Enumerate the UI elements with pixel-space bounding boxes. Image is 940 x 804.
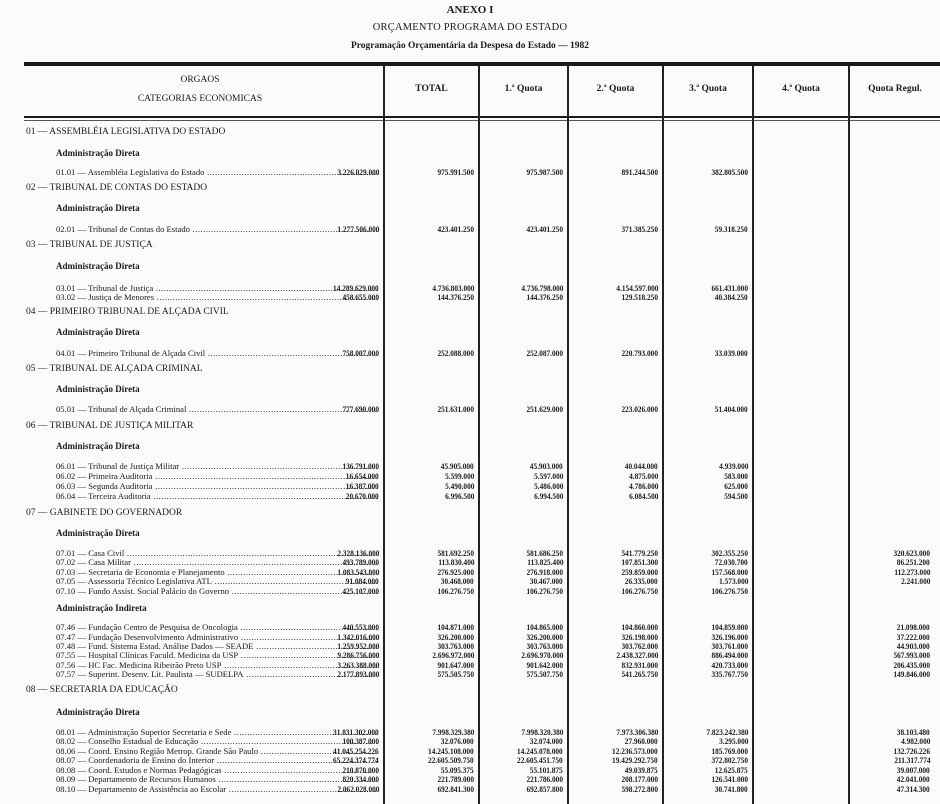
row-label: 06.04 — Terceira Auditoria ..... [56, 491, 378, 501]
value-cell: 975.987.500 [526, 167, 563, 177]
value-cell: 303.762.000 [621, 641, 658, 651]
value-cell: 4.786.000 [628, 481, 658, 491]
value-cell: 104.871.000 [437, 622, 474, 632]
value-cell: 185.769.000 [711, 746, 748, 756]
value-cell: 4.939.000 [718, 461, 748, 471]
row-label: 08.08 — Coord. Estudos e Normas Pedagógicas ..... [56, 765, 378, 775]
value-cell: 106.276.750 [711, 586, 748, 596]
value-cell: 303.763.000 [526, 641, 563, 651]
table-row [0, 576, 940, 586]
value-cell: 2.062.028.000 [336, 784, 379, 794]
row-label: 03.01 — Tribunal de Justiça ..... [56, 283, 378, 293]
value-cell: 9.286.756.000 [336, 650, 379, 660]
value-cell: 112.273.000 [893, 567, 930, 577]
value-cell: 33.039.000 [715, 348, 748, 358]
value-cell: 32.076.000 [441, 736, 474, 746]
value-cell: 47.314.300 [897, 784, 930, 794]
value-cell: 541.265.750 [621, 669, 658, 679]
row-label: 07.55 — Hospital Clínicas Faculd. Medicina da USP ..... [56, 650, 378, 660]
value-cell: 30.467.000 [530, 576, 563, 586]
value-cell: 12.625.875 [715, 765, 748, 775]
value-cell: 326.198.000 [621, 632, 658, 642]
section-title: 07 — GABINETE DO GOVERNADOR [26, 508, 183, 518]
table-row [0, 461, 940, 471]
row-label: 08.10 — Departamento de Assistência ao Escolar ..... [56, 784, 378, 794]
group-label: Administração Direta [56, 327, 140, 337]
value-cell: 14.289.629.000 [333, 283, 379, 293]
value-cell: 493.789.000 [342, 557, 379, 567]
value-cell: 42.041.000 [897, 774, 930, 784]
value-cell: 21.098.000 [897, 622, 930, 632]
value-cell: 252.087.000 [526, 348, 563, 358]
value-cell: 7.823.242.380 [705, 727, 748, 737]
table-row [0, 491, 940, 501]
value-cell: 335.767.750 [711, 669, 748, 679]
value-cell: 371.385.250 [621, 224, 658, 234]
section-title: 02 — TRIBUNAL DE CONTAS DO ESTADO [26, 183, 208, 193]
value-cell: 22.605.451.750 [517, 755, 563, 765]
value-cell: 2.241.000 [900, 576, 930, 586]
row-label: 07.01 — Casa Civil ..... [56, 548, 378, 558]
table-row [0, 622, 940, 632]
header-quota-4: 4.ª Quota [782, 84, 820, 94]
value-cell: 252.088.000 [437, 348, 474, 358]
value-cell: 440.553.000 [342, 622, 379, 632]
value-cell: 7.973.306.380 [615, 727, 658, 737]
header-quota-1: 1.ª Quota [504, 84, 543, 94]
value-cell: 44.903.000 [897, 641, 930, 651]
value-cell: 113.830.400 [437, 557, 474, 567]
header-top-rule [24, 62, 940, 66]
value-cell: 6.994.500 [533, 491, 563, 501]
group-label: Administração Direta [56, 384, 140, 394]
row-label: 05.01 — Tribunal de Alçada Criminal ..... [56, 404, 378, 414]
value-cell: 126.541.000 [711, 774, 748, 784]
value-cell: 1.259.952.000 [336, 641, 379, 651]
table-row [0, 784, 940, 794]
value-cell: 14.245.108.000 [428, 746, 474, 756]
value-cell: 41.045.254.226 [333, 746, 379, 756]
value-cell: 32.074.000 [530, 736, 563, 746]
value-cell: 129.518.250 [621, 292, 658, 302]
value-cell: 975.991.500 [437, 167, 474, 177]
header-quota-3: 3.ª Quota [689, 84, 727, 94]
value-cell: 22.605.509.750 [428, 755, 474, 765]
row-label: 07.48 — Fund. Sistema Estad. Análise Dados — SEADE ..... [56, 641, 378, 651]
section-title: 08 — SECRETARIA DA EDUCAÇÃO [26, 685, 178, 695]
value-cell: 259.859.000 [621, 567, 658, 577]
value-cell: 104.860.000 [621, 622, 658, 632]
table-row [0, 736, 940, 746]
value-cell: 208.177.000 [621, 774, 658, 784]
value-cell: 104.859.000 [711, 622, 748, 632]
value-cell: 567.993.000 [893, 650, 930, 660]
value-cell: 206.435.000 [893, 660, 930, 670]
value-cell: 3.263.388.000 [336, 660, 379, 670]
value-cell: 251.629.000 [526, 404, 563, 414]
value-cell: 5.486.000 [533, 481, 563, 491]
value-cell: 1.342.016.000 [336, 632, 379, 642]
row-label: 06.03 — Segunda Auditoria ..... [56, 481, 378, 491]
value-cell: 27.960.000 [625, 736, 658, 746]
value-cell: 30.741.800 [715, 784, 748, 794]
value-cell: 372.802.750 [711, 755, 748, 765]
section-title: 04 — PRIMEIRO TRIBUNAL DE ALÇADA CIVIL [26, 307, 229, 317]
value-cell: 106.276.750 [526, 586, 563, 596]
value-cell: 5.599.000 [444, 471, 474, 481]
table-row [0, 404, 940, 414]
table-row [0, 224, 940, 234]
group-label: Administração Direta [56, 261, 140, 271]
value-cell: 6.084.500 [628, 491, 658, 501]
value-cell: 423.401.250 [526, 224, 563, 234]
value-cell: 661.431.000 [711, 283, 748, 293]
value-cell: 692.857.800 [526, 784, 563, 794]
value-cell: 51.404.000 [715, 404, 748, 414]
value-cell: 2.438.327.000 [615, 650, 658, 660]
value-cell: 901.647.000 [437, 660, 474, 670]
row-label: 06.02 — Primeira Auditoria ..... [56, 471, 378, 481]
row-label: 08.06 — Coord. Ensino Região Metrop. Grande São Paulo ..... [56, 746, 378, 756]
value-cell: 39.007.000 [897, 765, 930, 775]
value-cell: 7.998.320.380 [520, 727, 563, 737]
value-cell: 901.642.000 [526, 660, 563, 670]
value-cell: 326.200.000 [437, 632, 474, 642]
value-cell: 106.276.750 [437, 586, 474, 596]
value-cell: 5.490.000 [444, 481, 474, 491]
value-cell: 211.317.774 [893, 755, 930, 765]
value-cell: 132.726.226 [893, 746, 930, 756]
table-row [0, 650, 940, 660]
table-row [0, 481, 940, 491]
value-cell: 541.779.250 [621, 548, 658, 558]
value-cell: 221.789.000 [437, 774, 474, 784]
value-cell: 210.870.000 [342, 765, 379, 775]
value-cell: 55.095.375 [441, 765, 474, 775]
value-cell: 2.696.972.000 [431, 650, 474, 660]
row-label: 08.09 — Departamento de Recursos Humanos ..... [56, 774, 378, 784]
value-cell: 320.623.000 [893, 548, 930, 558]
value-cell: 2.328.136.000 [336, 548, 379, 558]
value-cell: 594.500 [724, 491, 748, 501]
value-cell: 2.177.893.000 [336, 669, 379, 679]
value-cell: 12.236.573.000 [612, 746, 658, 756]
table-row [0, 167, 940, 177]
value-cell: 302.355.250 [711, 548, 748, 558]
row-label: 04.01 — Primeiro Tribunal de Alçada Civil ..... [56, 348, 378, 358]
value-cell: 820.334.000 [342, 774, 379, 784]
value-cell: 144.376.250 [437, 292, 474, 302]
table-row [0, 586, 940, 596]
value-cell: 575.505.750 [437, 669, 474, 679]
value-cell: 3.226.029.000 [336, 167, 379, 177]
value-cell: 65.224.374.774 [333, 755, 379, 765]
table-row [0, 774, 940, 784]
group-label: Administração Direta [56, 441, 140, 451]
value-cell: 5.597.000 [533, 471, 563, 481]
row-label: 01.01 — Assembléia Legislativa do Estado ..... [56, 167, 378, 177]
value-cell: 45.905.000 [441, 461, 474, 471]
header-bottom-rule-thin [24, 120, 940, 121]
value-cell: 581.692.250 [437, 548, 474, 558]
value-cell: 326.196.000 [711, 632, 748, 642]
annex-title: ANEXO I [446, 4, 494, 16]
value-cell: 72.030.700 [715, 557, 748, 567]
group-label: Administração Direta [56, 707, 140, 717]
row-label: 08.02 — Conselho Estadual de Educação ..... [56, 736, 378, 746]
header-categorias: CATEGORIAS ECONOMICAS [137, 94, 263, 104]
value-cell: 1.277.506.000 [336, 224, 379, 234]
value-cell: 276.925.000 [437, 567, 474, 577]
value-cell: 891.244.500 [621, 167, 658, 177]
value-cell: 4.736.798.000 [520, 283, 563, 293]
table-row [0, 669, 940, 679]
header-quota-2: 2.ª Quota [596, 84, 635, 94]
row-label: 07.05 — Assessoria Técnico Legislativa ATL ..... [56, 576, 378, 586]
row-label: 06.01 — Tribunal de Justiça Militar ..... [56, 461, 378, 471]
row-label: 07.56 — HC Fac. Medicina Ribeirão Preto USP ..... [56, 660, 378, 670]
value-cell: 276.918.000 [526, 567, 563, 577]
section-title: 06 — TRIBUNAL DE JUSTIÇA MILITAR [26, 421, 194, 431]
value-cell: 223.026.000 [621, 404, 658, 414]
row-label: 08.07 — Coordenadoria de Ensino do Interior ..... [56, 755, 378, 765]
header-total: TOTAL [415, 84, 448, 94]
value-cell: 832.931.000 [621, 660, 658, 670]
value-cell: 886.494.000 [711, 650, 748, 660]
table-row [0, 292, 940, 302]
row-label: 07.10 — Fundo Assist. Social Palácio do Governo ..... [56, 586, 378, 596]
value-cell: 106.276.750 [621, 586, 658, 596]
value-cell: 583.000 [724, 471, 748, 481]
value-cell: 221.786.000 [526, 774, 563, 784]
row-label: 03.02 — Justiça de Menores ..... [56, 292, 378, 302]
table-row [0, 348, 940, 358]
header-orgaos: ORGAOS [180, 75, 220, 85]
table-row [0, 755, 940, 765]
value-cell: 31.831.302.000 [333, 727, 379, 737]
row-label: 07.47 — Fundação Desenvolvimento Administrativo ..... [56, 632, 378, 642]
value-cell: 20.670.000 [346, 491, 379, 501]
value-cell: 16.387.000 [346, 481, 379, 491]
group-label: Administração Direta [56, 528, 140, 538]
value-cell: 26.335.000 [625, 576, 658, 586]
value-cell: 777.690.000 [342, 404, 379, 414]
section-title: 03 — TRIBUNAL DE JUSTIÇA [26, 240, 153, 250]
table-row [0, 557, 940, 567]
value-cell: 40.044.000 [625, 461, 658, 471]
document-subtitle: ORÇAMENTO PROGRAMA DO ESTADO [372, 22, 568, 33]
value-cell: 113.825.400 [526, 557, 563, 567]
section-title: 05 — TRIBUNAL DE ALÇADA CRIMINAL [26, 364, 203, 374]
table-row [0, 471, 940, 481]
section-title: 01 — ASSEMBLÉIA LEGISLATIVA DO ESTADO [26, 127, 226, 137]
value-cell: 4.736.803.000 [431, 283, 474, 293]
value-cell: 581.686.250 [526, 548, 563, 558]
value-cell: 49.039.875 [625, 765, 658, 775]
row-label: 02.01 — Tribunal de Contas do Estado ..... [56, 224, 378, 234]
row-label: 07.03 — Secretaria de Economia e Planejamento ..... [56, 567, 378, 577]
row-label: 08.01 — Administração Superior Secretaria e Sede ..... [56, 727, 378, 737]
value-cell: 91.084.000 [346, 576, 379, 586]
value-cell: 6.996.500 [444, 491, 474, 501]
value-cell: 40.384.250 [715, 292, 748, 302]
value-cell: 100.387.000 [342, 736, 379, 746]
value-cell: 37.222.000 [897, 632, 930, 642]
value-cell: 458.655.000 [342, 292, 379, 302]
row-label: 07.57 — Superint. Desenv. Lit. Paulista — SUDELPA ..... [56, 669, 378, 679]
value-cell: 45.903.000 [530, 461, 563, 471]
value-cell: 1.083.543.000 [336, 567, 379, 577]
value-cell: 14.245.078.000 [517, 746, 563, 756]
value-cell: 30.468.000 [441, 576, 474, 586]
value-cell: 758.007.000 [342, 348, 379, 358]
header-bottom-rule [24, 116, 940, 118]
value-cell: 303.763.000 [437, 641, 474, 651]
value-cell: 144.376.250 [526, 292, 563, 302]
value-cell: 3.295.000 [718, 736, 748, 746]
value-cell: 55.101.875 [530, 765, 563, 775]
value-cell: 2.696.970.000 [520, 650, 563, 660]
value-cell: 4.154.597.000 [615, 283, 658, 293]
row-label: 07.46 — Fundação Centro de Pesquisa de Oncologia ..... [56, 622, 378, 632]
value-cell: 136.791.000 [342, 461, 379, 471]
value-cell: 598.272.800 [621, 784, 658, 794]
value-cell: 149.846.000 [893, 669, 930, 679]
value-cell: 423.401.250 [437, 224, 474, 234]
value-cell: 7.998.329.380 [431, 727, 474, 737]
header-quota-regul: Quota Regul. [868, 84, 922, 94]
value-cell: 19.429.292.750 [612, 755, 658, 765]
value-cell: 157.568.000 [711, 567, 748, 577]
value-cell: 625.000 [724, 481, 748, 491]
value-cell: 4.875.000 [628, 471, 658, 481]
value-cell: 425.107.000 [342, 586, 379, 596]
value-cell: 575.507.750 [526, 669, 563, 679]
value-cell: 107.851.300 [621, 557, 658, 567]
value-cell: 4.982.000 [900, 736, 930, 746]
group-label: Administração Direta [56, 148, 140, 158]
value-cell: 16.654.000 [346, 471, 379, 481]
value-cell: 326.200.000 [526, 632, 563, 642]
value-cell: 303.761.000 [711, 641, 748, 651]
value-cell: 251.631.000 [437, 404, 474, 414]
value-cell: 220.793.000 [621, 348, 658, 358]
value-cell: 1.573.000 [718, 576, 748, 586]
document-caption: Programação Orçamentária da Despesa do Estado — 1982 [350, 41, 590, 51]
value-cell: 86.251.200 [897, 557, 930, 567]
value-cell: 382.805.500 [711, 167, 748, 177]
value-cell: 38.103.480 [897, 727, 930, 737]
group-label: Administração Indireta [56, 603, 147, 613]
value-cell: 104.865.000 [526, 622, 563, 632]
value-cell: 59.318.250 [715, 224, 748, 234]
value-cell: 692.841.300 [437, 784, 474, 794]
group-label: Administração Direta [56, 203, 140, 213]
value-cell: 420.733.000 [711, 660, 748, 670]
row-label: 07.02 — Casa Militar ..... [56, 557, 378, 567]
